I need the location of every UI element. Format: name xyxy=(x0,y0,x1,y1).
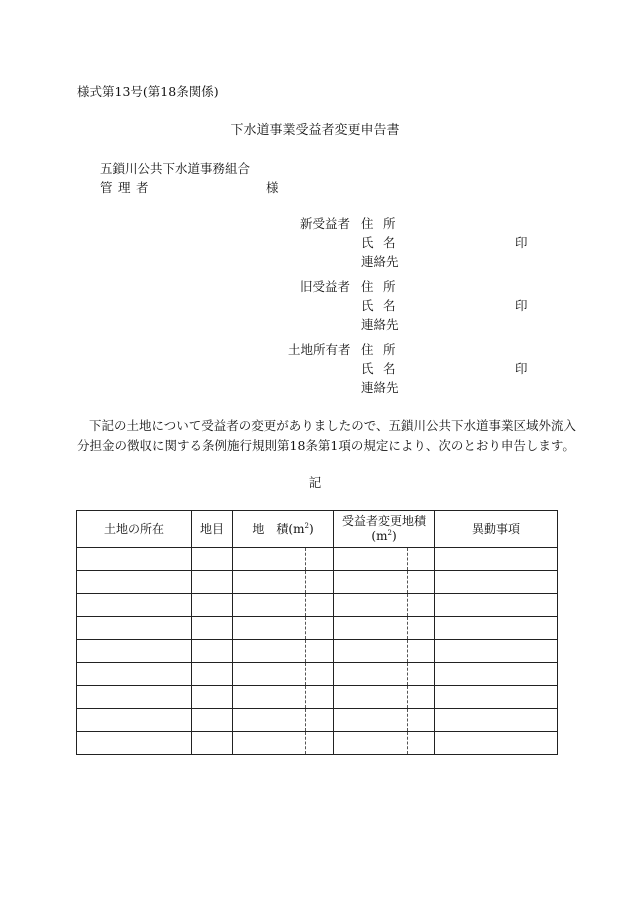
location-cell[interactable] xyxy=(77,548,192,571)
header-area-unit-close: ) xyxy=(308,521,314,536)
changed-area-decimal-cell[interactable] xyxy=(408,548,435,571)
changed-area-decimal-cell[interactable] xyxy=(408,663,435,686)
landowner-address-label xyxy=(361,344,405,357)
new-beneficiary-seal: 印 xyxy=(515,235,528,250)
area-decimal-cell[interactable] xyxy=(306,663,334,686)
landowner-label: 土地所有者 xyxy=(288,342,351,357)
area-integer-cell[interactable] xyxy=(233,686,306,709)
table-row xyxy=(77,617,558,640)
body-text-line-1: 下記の土地について受益者の変更がありましたので、五鎖川公共下水道事業区域外流入 xyxy=(89,418,577,433)
area-integer-cell[interactable] xyxy=(233,663,306,686)
body-text-line-2: 分担金の徴収に関する条例施行規則第18条第1項の規定により、次のとおり申告します。 xyxy=(77,438,575,453)
address-char: 住 xyxy=(361,342,374,357)
area-decimal-cell[interactable] xyxy=(306,732,334,755)
location-cell[interactable] xyxy=(77,732,192,755)
land-category-cell[interactable] xyxy=(192,709,233,732)
changed-area-integer-cell[interactable] xyxy=(334,548,408,571)
header-land-category: 地目 xyxy=(192,511,233,548)
addressee-manager-char: 管 xyxy=(100,180,113,195)
address-char: 住 xyxy=(361,279,374,294)
remarks-cell[interactable] xyxy=(435,548,558,571)
new-beneficiary-label: 新受益者 xyxy=(299,216,350,231)
area-decimal-cell[interactable] xyxy=(306,686,334,709)
name-char: 氏 xyxy=(361,235,374,250)
old-beneficiary-seal: 印 xyxy=(515,298,528,313)
location-cell[interactable] xyxy=(77,686,192,709)
area-decimal-cell[interactable] xyxy=(306,571,334,594)
area-decimal-cell[interactable] xyxy=(306,709,334,732)
honorific: 様 xyxy=(266,180,279,195)
table-row xyxy=(77,686,558,709)
land-category-cell[interactable] xyxy=(192,732,233,755)
address-char: 所 xyxy=(383,342,396,357)
location-cell[interactable] xyxy=(77,594,192,617)
remarks-cell[interactable] xyxy=(435,640,558,663)
area-decimal-cell[interactable] xyxy=(306,548,334,571)
addressee-manager-char: 者 xyxy=(136,180,149,195)
changed-area-decimal-cell[interactable] xyxy=(408,709,435,732)
area-integer-cell[interactable] xyxy=(233,617,306,640)
remarks-cell[interactable] xyxy=(435,663,558,686)
remarks-cell[interactable] xyxy=(435,732,558,755)
addressee-manager-char: 理 xyxy=(118,180,131,195)
landowner-seal: 印 xyxy=(515,361,528,376)
table-row xyxy=(77,548,558,571)
old-beneficiary-contact-label: 連絡先 xyxy=(361,317,399,332)
header-changed-area-unit: (m xyxy=(371,529,388,543)
header-area xyxy=(233,511,334,548)
page-title: 下水道事業受益者変更申告書 xyxy=(230,123,400,138)
address-char: 住 xyxy=(361,216,374,231)
changed-area-integer-cell[interactable] xyxy=(334,617,408,640)
header-location: 土地の所在 xyxy=(77,511,192,548)
header-changed-area-label: 受益者変更地積 xyxy=(342,514,427,528)
area-decimal-cell[interactable] xyxy=(306,640,334,663)
new-beneficiary-contact-label: 連絡先 xyxy=(361,254,399,269)
remarks-cell[interactable] xyxy=(435,709,558,732)
remarks-cell[interactable] xyxy=(435,594,558,617)
table-row xyxy=(77,663,558,686)
table-row xyxy=(77,732,558,755)
land-category-cell[interactable] xyxy=(192,617,233,640)
land-table xyxy=(76,510,558,755)
name-char: 名 xyxy=(383,235,396,250)
table-row xyxy=(77,571,558,594)
remarks-cell[interactable] xyxy=(435,571,558,594)
area-decimal-cell[interactable] xyxy=(306,594,334,617)
header-area-square: 2 xyxy=(304,521,309,530)
name-char: 名 xyxy=(383,361,396,376)
location-cell[interactable] xyxy=(77,663,192,686)
table-header-row xyxy=(77,511,558,548)
land-category-cell[interactable] xyxy=(192,640,233,663)
addressee-manager xyxy=(100,182,154,195)
changed-area-decimal-cell[interactable] xyxy=(408,732,435,755)
header-changed-area xyxy=(334,511,435,548)
changed-area-decimal-cell[interactable] xyxy=(408,571,435,594)
form-number: 様式第13号(第18条関係) xyxy=(77,84,219,99)
remarks-cell[interactable] xyxy=(435,686,558,709)
table-row xyxy=(77,594,558,617)
table-row xyxy=(77,709,558,732)
changed-area-decimal-cell[interactable] xyxy=(408,617,435,640)
land-category-cell[interactable] xyxy=(192,594,233,617)
changed-area-decimal-cell[interactable] xyxy=(408,640,435,663)
land-category-cell[interactable] xyxy=(192,663,233,686)
area-integer-cell[interactable] xyxy=(233,548,306,571)
location-cell[interactable] xyxy=(77,571,192,594)
area-integer-cell[interactable] xyxy=(233,594,306,617)
changed-area-decimal-cell[interactable] xyxy=(408,594,435,617)
address-char: 所 xyxy=(383,216,396,231)
changed-area-integer-cell[interactable] xyxy=(334,663,408,686)
address-char: 所 xyxy=(383,279,396,294)
changed-area-decimal-cell[interactable] xyxy=(408,686,435,709)
land-category-cell[interactable] xyxy=(192,571,233,594)
old-beneficiary-label: 旧受益者 xyxy=(299,279,350,294)
header-area-unit: (m xyxy=(288,521,305,536)
new-beneficiary-name-label xyxy=(361,237,405,250)
area-integer-cell[interactable] xyxy=(233,732,306,755)
location-cell[interactable] xyxy=(77,617,192,640)
location-cell[interactable] xyxy=(77,709,192,732)
location-cell[interactable] xyxy=(77,640,192,663)
name-char: 氏 xyxy=(361,361,374,376)
land-category-cell[interactable] xyxy=(192,548,233,571)
changed-area-integer-cell[interactable] xyxy=(334,594,408,617)
area-integer-cell[interactable] xyxy=(233,571,306,594)
name-char: 名 xyxy=(383,298,396,313)
changed-area-integer-cell[interactable] xyxy=(334,640,408,663)
name-char: 氏 xyxy=(361,298,374,313)
area-integer-cell[interactable] xyxy=(233,640,306,663)
changed-area-integer-cell[interactable] xyxy=(334,571,408,594)
old-beneficiary-name-label xyxy=(361,300,405,313)
remarks-cell[interactable] xyxy=(435,617,558,640)
land-category-cell[interactable] xyxy=(192,686,233,709)
header-remarks: 異動事項 xyxy=(435,511,558,548)
area-decimal-cell[interactable] xyxy=(306,617,334,640)
landowner-contact-label: 連絡先 xyxy=(361,380,399,395)
changed-area-integer-cell[interactable] xyxy=(334,732,408,755)
table-row xyxy=(77,640,558,663)
landowner-name-label xyxy=(361,363,405,376)
old-beneficiary-address-label xyxy=(361,281,405,294)
header-changed-area-unit-close: ) xyxy=(391,529,397,543)
area-integer-cell[interactable] xyxy=(233,709,306,732)
header-area-label: 地 積 xyxy=(252,521,289,536)
ki-heading: 記 xyxy=(308,475,322,490)
changed-area-integer-cell[interactable] xyxy=(334,686,408,709)
addressee-organization: 五鎖川公共下水道事務組合 xyxy=(100,161,251,176)
changed-area-integer-cell[interactable] xyxy=(334,709,408,732)
header-changed-area-square: 2 xyxy=(387,529,392,537)
new-beneficiary-address-label xyxy=(361,218,405,231)
